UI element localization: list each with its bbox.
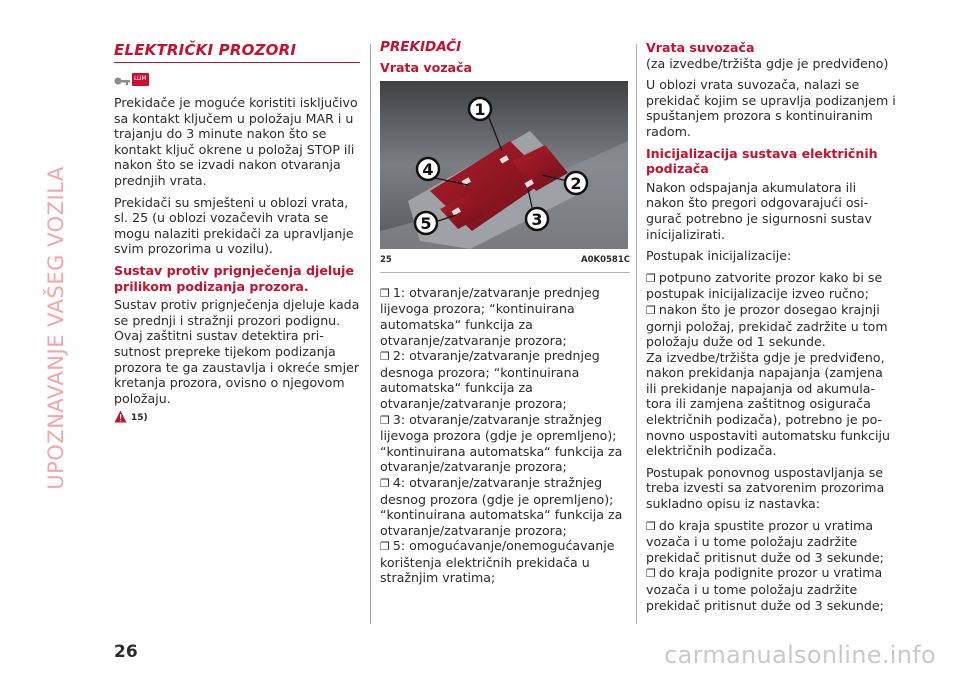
column-3 xyxy=(646,40,896,613)
warning-reference xyxy=(114,410,366,427)
heading-rule xyxy=(114,62,360,64)
subheading: Vrata vozača xyxy=(380,59,473,75)
checkbox-bullet-icon: ❐ xyxy=(380,476,390,490)
section-heading: PREKIDAČI xyxy=(380,39,462,55)
list-item: ❐ 5: omogućavanje/onemogućavanje korištenja električnih prekidača u stražnjim vratima; xyxy=(380,538,615,586)
list-item: ❐ do kraja spustite prozor u vratima vozača i u tome položaju zadržite prekidač pritisnut duže od 3 sekunde; xyxy=(646,517,884,565)
list-item: ❐ 3: otvaranje/zatvaranje stražnjeg lijevoga prozora (gdje je opremljeno); “kontinuirana automatska“ funkcija za otvaranje/zatvaranje prozora; xyxy=(380,411,623,475)
list-item: ❐ 1: otvaranje/zatvaranje prednjeg lijevoga prozora; “kontinuirana automatska“ funkcija za otvaranje/zatvaranje prozora; xyxy=(380,284,600,348)
paragraph: Postupak ponovnog uspostavljanja se treba izvesti sa zatvorenim prozorima sukladno opisu iz nastavka: xyxy=(646,464,885,512)
paragraph: U oblozi vrata suvozača, nalazi se prekidač kojim se upravlja podizanjem i spuštanjem prozora s kontinuiranim radom. xyxy=(646,77,896,139)
subheading: Vrata suvozača xyxy=(646,40,755,55)
paragraph: Prekidače je moguće koristiti isključivo sa kontakt ključem u položaju MAR i u trajanju do 3 minute nakon što se kontakt ključ okrene u položaj STOP ili nakon što se izvadi nakon otvaranja prednjih vrata. xyxy=(114,95,358,189)
list-item: ❐ potpuno zatvorite prozor kako bi se postupak inicijalizacije izveo ručno; xyxy=(646,269,883,302)
side-tab-label: UPOZNAVANJE VAŠEG VOZILA xyxy=(44,166,68,490)
checkbox-bullet-icon: ❐ xyxy=(380,413,390,427)
paragraph: Prekidači su smješteni u oblozi vrata, sl. 25 (u oblozi vozačevih vrata se mogu nalaziti prekidači za upravljanje svim prozorima u vozilu). xyxy=(114,194,354,257)
warning-ref-number: 15) xyxy=(131,413,148,424)
paragraph: Sustav protiv prignječenja djeluje kada se prednji i stražnji prozori podignu. Ovaj zaštitni sustav detektira pri-sutnost prepreke tijekom podizanja prozora te ga zaustavlja i okreće smjer kretanja prozora, ovisno o njegovom položaju. xyxy=(114,297,360,406)
subheading: Sustav protiv prignječenja djeluje prilikom podizanja prozora. xyxy=(114,263,355,294)
callout-3: 3 xyxy=(531,210,543,230)
callout-4: 4 xyxy=(422,160,434,180)
checkbox-bullet-icon: ❐ xyxy=(646,567,656,581)
subheading: Inicijalizacija sustava električnih podizača xyxy=(646,145,878,177)
column-1 xyxy=(114,40,366,427)
checkbox-bullet-icon: ❐ xyxy=(380,350,390,364)
checkbox-bullet-icon: ❐ xyxy=(380,286,390,300)
checkbox-bullet-icon: ❐ xyxy=(646,519,656,533)
watermark: carmanualsonline.info xyxy=(664,641,936,669)
checkbox-bullet-icon: ❐ xyxy=(380,540,390,554)
figure-caption xyxy=(380,253,630,273)
column-2 xyxy=(380,40,630,586)
list-item: ❐ nakon što je prozor dosegao krajnji gornji položaj, prekidač zadržite u tom položaju duže od 1 sekunde. xyxy=(646,301,888,350)
callout-2: 2 xyxy=(570,174,582,194)
figure-number: 25 xyxy=(380,255,392,266)
list-item: ❐ 4: otvaranje/zatvaranje stražnjeg desnog prozora (gdje je opremljeno); “kontinuirana automatska“ funkcija za otvaranje/zatvaranje prozora; xyxy=(380,474,623,538)
figure-code: A0K0581C xyxy=(581,255,630,266)
page-number: 26 xyxy=(114,642,138,662)
paragraph: Za izvedbe/tržišta gdje je predviđeno, nakon prekidanja napajanja (zamjena ili prekidanje napajanja od akumula-tora ili zamjena zaštitnog osigurača električnih podizača), potrebno je po-novno uspostaviti automatsku funkciju električnih podizača. xyxy=(646,349,890,459)
list-item: ❐ do kraja podignite prozor u vratima vozača i u tome položaju zadržite prekidač pritisnut duže od 3 sekunde; xyxy=(646,565,884,613)
callout-5: 5 xyxy=(420,214,432,234)
warning-triangle-icon xyxy=(114,410,127,427)
paragraph: (za izvedbe/tržišta gdje je predviđeno) xyxy=(646,55,889,71)
paragraph: Postupak inicijalizacije: xyxy=(646,248,792,264)
column-divider xyxy=(370,44,371,624)
door-switch-photo xyxy=(380,81,628,249)
column-divider xyxy=(636,44,637,624)
key-icon xyxy=(114,74,130,84)
indicator-icons xyxy=(114,69,366,89)
section-heading: ELEKTRIČKI PROZORI xyxy=(114,41,297,59)
paragraph: Nakon odspajanja akumulatora ili nakon što pregori odgovarajući osi-gurač potrebno je sigurnosni sustav inicijalizirati. xyxy=(646,179,872,242)
list-item: ❐ 2: otvaranje/zatvaranje prednjeg desnoga prozora; “kontinuirana automatska“ funkcija za otvaranje/zatvaranje prozora; xyxy=(380,348,600,411)
checkbox-bullet-icon: ❐ xyxy=(646,303,656,317)
lum-badge: LUM xyxy=(132,73,149,86)
callout-1: 1 xyxy=(474,100,486,120)
checkbox-bullet-icon: ❐ xyxy=(646,271,656,285)
